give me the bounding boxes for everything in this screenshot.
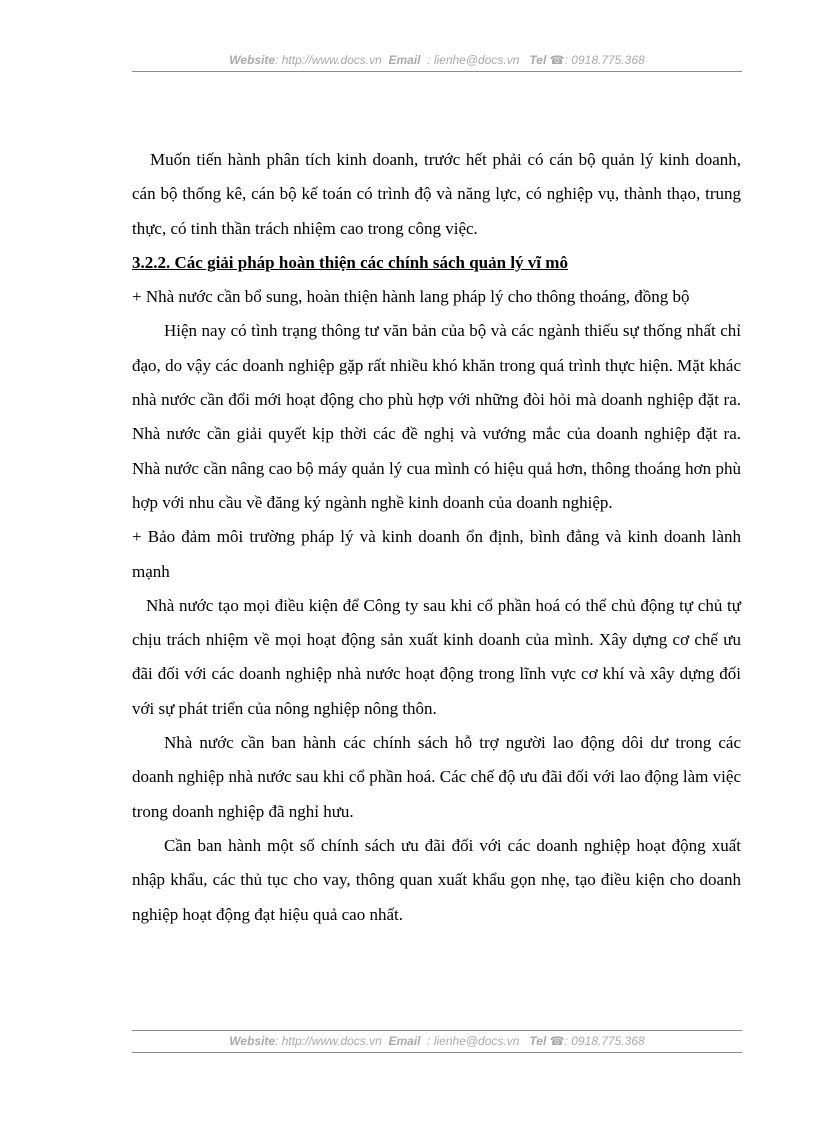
email-label: Email: [388, 53, 421, 67]
email-address[interactable]: : lienhe@docs.vn: [427, 53, 520, 67]
website-label: Website: [229, 53, 276, 67]
footer-rule: [132, 1030, 742, 1031]
footer-website-label: Website: [229, 1034, 276, 1048]
footer-tel-number: : 0918.775.368: [564, 1034, 645, 1048]
footer-email-label: Email: [388, 1034, 421, 1048]
document-body: [132, 143, 741, 932]
tel-number: : 0918.775.368: [564, 53, 645, 67]
paragraph-analysis-staff: Muốn tiến hành phân tích kinh doanh, trước hết phải có cán bộ quản lý kinh doanh, cán bộ thống kê, cán bộ kế toán có trình độ và năng lực, có nghiệp vụ, thành thạo, trung thực, có tinh thần trách nhiệm cao trong công việc.: [132, 150, 741, 238]
list-item-business-environment: + Bảo đảm môi trường pháp lý và kinh doanh ổn định, bình đẳng và kinh doanh lành mạnh: [132, 527, 741, 581]
footer-email-address[interactable]: : lienhe@docs.vn: [427, 1034, 520, 1048]
phone-icon: ☎: [549, 1034, 565, 1048]
page-footer: [132, 1034, 742, 1048]
list-item-legal-framework: + Nhà nước cần bổ sung, hoàn thiện hành lang pháp lý cho thông thoáng, đồng bộ: [132, 287, 690, 307]
header-rule: [132, 71, 742, 72]
tel-label: Tel: [529, 53, 547, 67]
paragraph-current-situation: Hiện nay có tình trạng thông tư văn bản của bộ và các ngành thiếu sự thống nhất chỉ đạo, do vậy các doanh nghiệp gặp rất nhiều khó khăn trong quá trình thực hiện. Mặt khác nhà nước cần đổi mới hoạt động cho phù hợp với những đòi hỏi mà doanh nghiệp đặt ra. Nhà nước cần giải quyết kịp thời các đề nghị và vướng mắc của doanh nghiệp đặt ra. Nhà nước cần nâng cao bộ máy quản lý cua mình có hiệu quả hơn, thông thoáng hơn phù hợp với nhu cầu về đăng ký ngành nghề kinh doanh của doanh nghiệp.: [132, 321, 741, 512]
website-url[interactable]: : http://www.docs.vn: [275, 53, 382, 67]
phone-icon: ☎: [549, 53, 565, 67]
page-header: [132, 53, 742, 67]
section-heading: 3.2.2. Các giải pháp hoàn thiện các chính sách quản lý vĩ mô: [132, 252, 568, 272]
paragraph-state-support: Nhà nước tạo mọi điều kiện để Công ty sau khi cổ phần hoá có thể chủ động tự chủ tự chịu trách nhiệm về mọi hoạt động sản xuất kinh doanh của mình. Xây dựng cơ chế ưu đãi đối với các doanh nghiệp nhà nước hoạt động trong lĩnh vực cơ khí và xây dựng đối với sự phát triển của nông nghiệp nông thôn.: [132, 595, 741, 718]
footer-tel-label: Tel: [529, 1034, 547, 1048]
paragraph-labor-policy: Nhà nước cần ban hành các chính sách hỗ trợ người lao động dôi dư trong các doanh nghiệp nhà nước sau khi cổ phần hoá. Các chế độ ưu đãi đối với lao động làm việc trong doanh nghiệp đã nghỉ hưu.: [132, 733, 741, 821]
footer-bottom-rule: [132, 1052, 742, 1053]
paragraph-export-policy: Cần ban hành một số chính sách ưu đãi đối với các doanh nghiệp hoạt động xuất nhập khẩu, các thủ tục cho vay, thông quan xuất khẩu gọn nhẹ, tạo điều kiện cho doanh nghiệp hoạt động đạt hiệu quả cao nhất.: [132, 835, 741, 924]
footer-website-url[interactable]: : http://www.docs.vn: [275, 1034, 382, 1048]
